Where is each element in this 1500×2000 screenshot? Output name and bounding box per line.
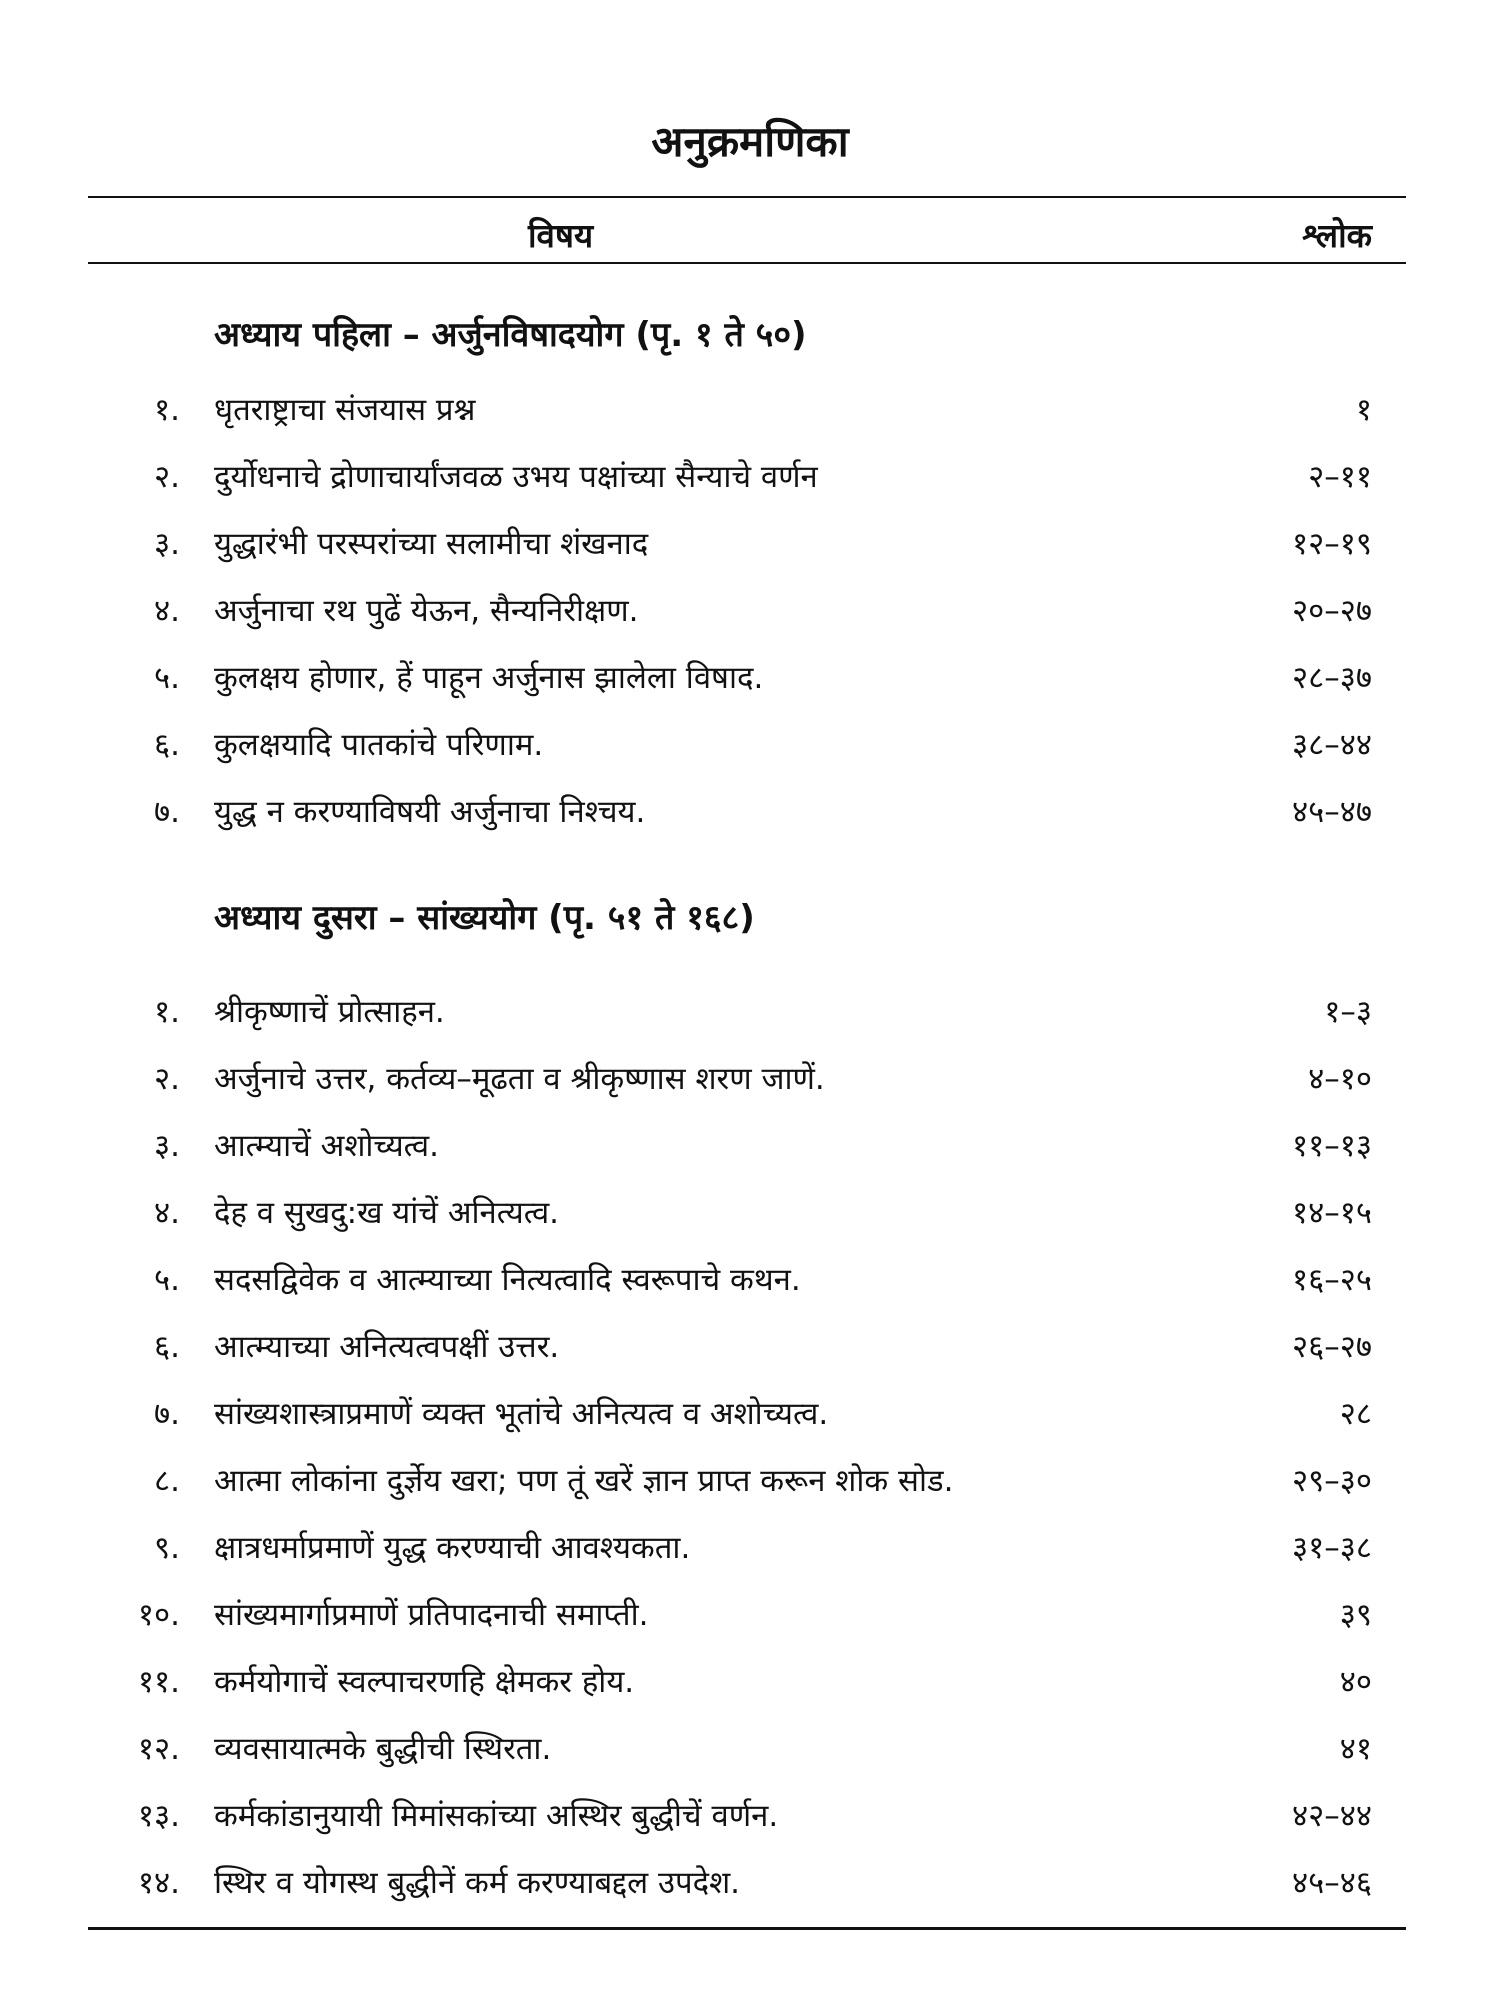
entry-topic: सदसद्विवेक व आत्म्याच्या नित्यत्वादि स्वरूपाचे कथन. [214, 1262, 801, 1298]
entry-verses: ३१–३८ [1292, 1530, 1372, 1566]
list-item [0, 790, 1500, 836]
entry-verses: ३८–४४ [1292, 727, 1372, 763]
entry-number: ६. [154, 727, 180, 763]
list-item [0, 990, 1500, 1036]
list-item [0, 1794, 1500, 1840]
list-item [0, 589, 1500, 635]
entry-verses: ४१ [1339, 1731, 1372, 1767]
entry-verses: २६–२७ [1292, 1329, 1372, 1365]
entry-verses: १–३ [1324, 994, 1372, 1030]
entry-topic: देह व सुखदु:ख यांचें अनित्यत्व. [214, 1195, 560, 1231]
list-item [0, 1124, 1500, 1170]
entry-number: ३. [154, 1128, 180, 1164]
entry-number: १०. [137, 1597, 180, 1633]
header-bottom-rule [88, 262, 1406, 264]
header-top-rule [88, 196, 1406, 198]
entry-number: ५. [154, 660, 180, 696]
entry-topic: दुर्योधनाचे द्रोणाचार्यांजवळ उभय पक्षांच्या सैन्याचे वर्णन [214, 459, 818, 495]
entry-verses: २०–२७ [1292, 593, 1372, 629]
entry-number: २. [154, 1061, 180, 1097]
list-item [0, 1191, 1500, 1237]
entry-topic: आत्म्याच्या अनित्यत्वपक्षीं उत्तर. [214, 1329, 560, 1365]
list-item [0, 1526, 1500, 1572]
entry-topic: युद्धारंभी परस्परांच्या सलामीचा शंखनाद [214, 526, 649, 562]
entry-verses: ४० [1339, 1664, 1372, 1700]
list-item [0, 656, 1500, 702]
entry-number: २. [154, 459, 180, 495]
entry-verses: ४–१० [1308, 1061, 1372, 1097]
entry-number: १. [154, 994, 180, 1030]
entry-number: ४. [154, 593, 180, 629]
entry-verses: ४२–४४ [1292, 1798, 1372, 1834]
list-item [0, 1325, 1500, 1371]
list-item [0, 388, 1500, 434]
entry-number: ८. [154, 1463, 180, 1499]
list-item [0, 1593, 1500, 1639]
entry-verses: २–११ [1308, 459, 1372, 495]
entry-topic: आत्मा लोकांना दुर्ज्ञेय खरा; पण तूं खरें ज्ञान प्राप्त करून शोक सोड. [214, 1463, 954, 1499]
entry-topic: अर्जुनाचे उत्तर, कर्तव्य–मूढता व श्रीकृष्णास शरण जाणें. [214, 1061, 825, 1097]
entry-verses: ११–१३ [1292, 1128, 1372, 1164]
entry-topic: सांख्यशास्त्राप्रमाणें व्यक्त भूतांचे अनित्यत्व व अशोच्यत्व. [214, 1396, 829, 1432]
entry-topic: युद्ध न करण्याविषयी अर्जुनाचा निश्चय. [214, 794, 646, 830]
entry-number: ५. [154, 1262, 180, 1298]
entry-verses: १४–१५ [1292, 1195, 1372, 1231]
entry-verses: ४५–४६ [1292, 1865, 1372, 1901]
entry-number: १. [154, 392, 180, 428]
entry-number: १२. [137, 1731, 180, 1767]
entry-topic: धृतराष्ट्राचा संजयास प्रश्न [214, 392, 476, 428]
entry-number: ३. [154, 526, 180, 562]
list-item [0, 723, 1500, 769]
footer-rule [88, 1927, 1406, 1930]
column-header-shlok: श्लोक [1302, 216, 1372, 255]
entry-verses: २८ [1339, 1396, 1372, 1432]
entry-topic: सांख्यमार्गाप्रमाणें प्रतिपादनाची समाप्ती. [214, 1597, 649, 1633]
entry-topic: कुलक्षयादि पातकांचे परिणाम. [214, 727, 544, 763]
entry-number: ७. [154, 1396, 180, 1432]
entry-number: ४. [154, 1195, 180, 1231]
entry-verses: १६–२५ [1292, 1262, 1372, 1298]
entry-number: १३. [137, 1798, 180, 1834]
entry-verses: २९–३० [1292, 1463, 1372, 1499]
entry-number: ११. [137, 1664, 180, 1700]
entry-topic: अर्जुनाचा रथ पुढें येऊन, सैन्यनिरीक्षण. [214, 593, 639, 629]
list-item [0, 1258, 1500, 1304]
entry-topic: व्यवसायात्मके बुद्धीची स्थिरता. [214, 1731, 552, 1767]
list-item [0, 1727, 1500, 1773]
list-item [0, 522, 1500, 568]
list-item [0, 1057, 1500, 1103]
entry-topic: आत्म्याचें अशोच्यत्व. [214, 1128, 439, 1164]
entry-number: ९. [154, 1530, 180, 1566]
entry-topic: क्षात्रधर्माप्रमाणें युद्ध करण्याची आवश्यकता. [214, 1530, 691, 1566]
entry-number: ६. [154, 1329, 180, 1365]
page-title: अनुक्रमणिका [651, 117, 849, 166]
entry-topic: कर्मकांडानुयायी मिमांसकांच्या अस्थिर बुद्धीचें वर्णन. [214, 1798, 779, 1834]
column-header-topic: विषय [528, 216, 594, 255]
section-heading-chapter-1: अध्याय पहिला – अर्जुनविषादयोग (पृ. १ ते ५०) [214, 315, 807, 355]
list-item [0, 1660, 1500, 1706]
list-item [0, 455, 1500, 501]
list-item [0, 1459, 1500, 1505]
entry-topic: श्रीकृष्णाचें प्रोत्साहन. [214, 994, 445, 1030]
entry-verses: २८–३७ [1292, 660, 1372, 696]
entry-number: १४. [137, 1865, 180, 1901]
section-heading-chapter-2: अध्याय दुसरा – सांख्ययोग (पृ. ५१ ते १६८) [214, 898, 755, 938]
list-item [0, 1392, 1500, 1438]
entry-topic: कर्मयोगाचें स्वल्पाचरणहि क्षेमकर होय. [214, 1664, 635, 1700]
entry-verses: १२–१९ [1292, 526, 1372, 562]
entry-verses: १ [1355, 392, 1372, 428]
entry-number: ७. [154, 794, 180, 830]
list-item [0, 1861, 1500, 1907]
entry-topic: कुलक्षय होणार, हें पाहून अर्जुनास झालेला विषाद. [214, 660, 764, 696]
entry-topic: स्थिर व योगस्थ बुद्धीनें कर्म करण्याबद्दल उपदेश. [214, 1865, 741, 1901]
entry-verses: ४५–४७ [1292, 794, 1372, 830]
entry-verses: ३९ [1339, 1597, 1372, 1633]
